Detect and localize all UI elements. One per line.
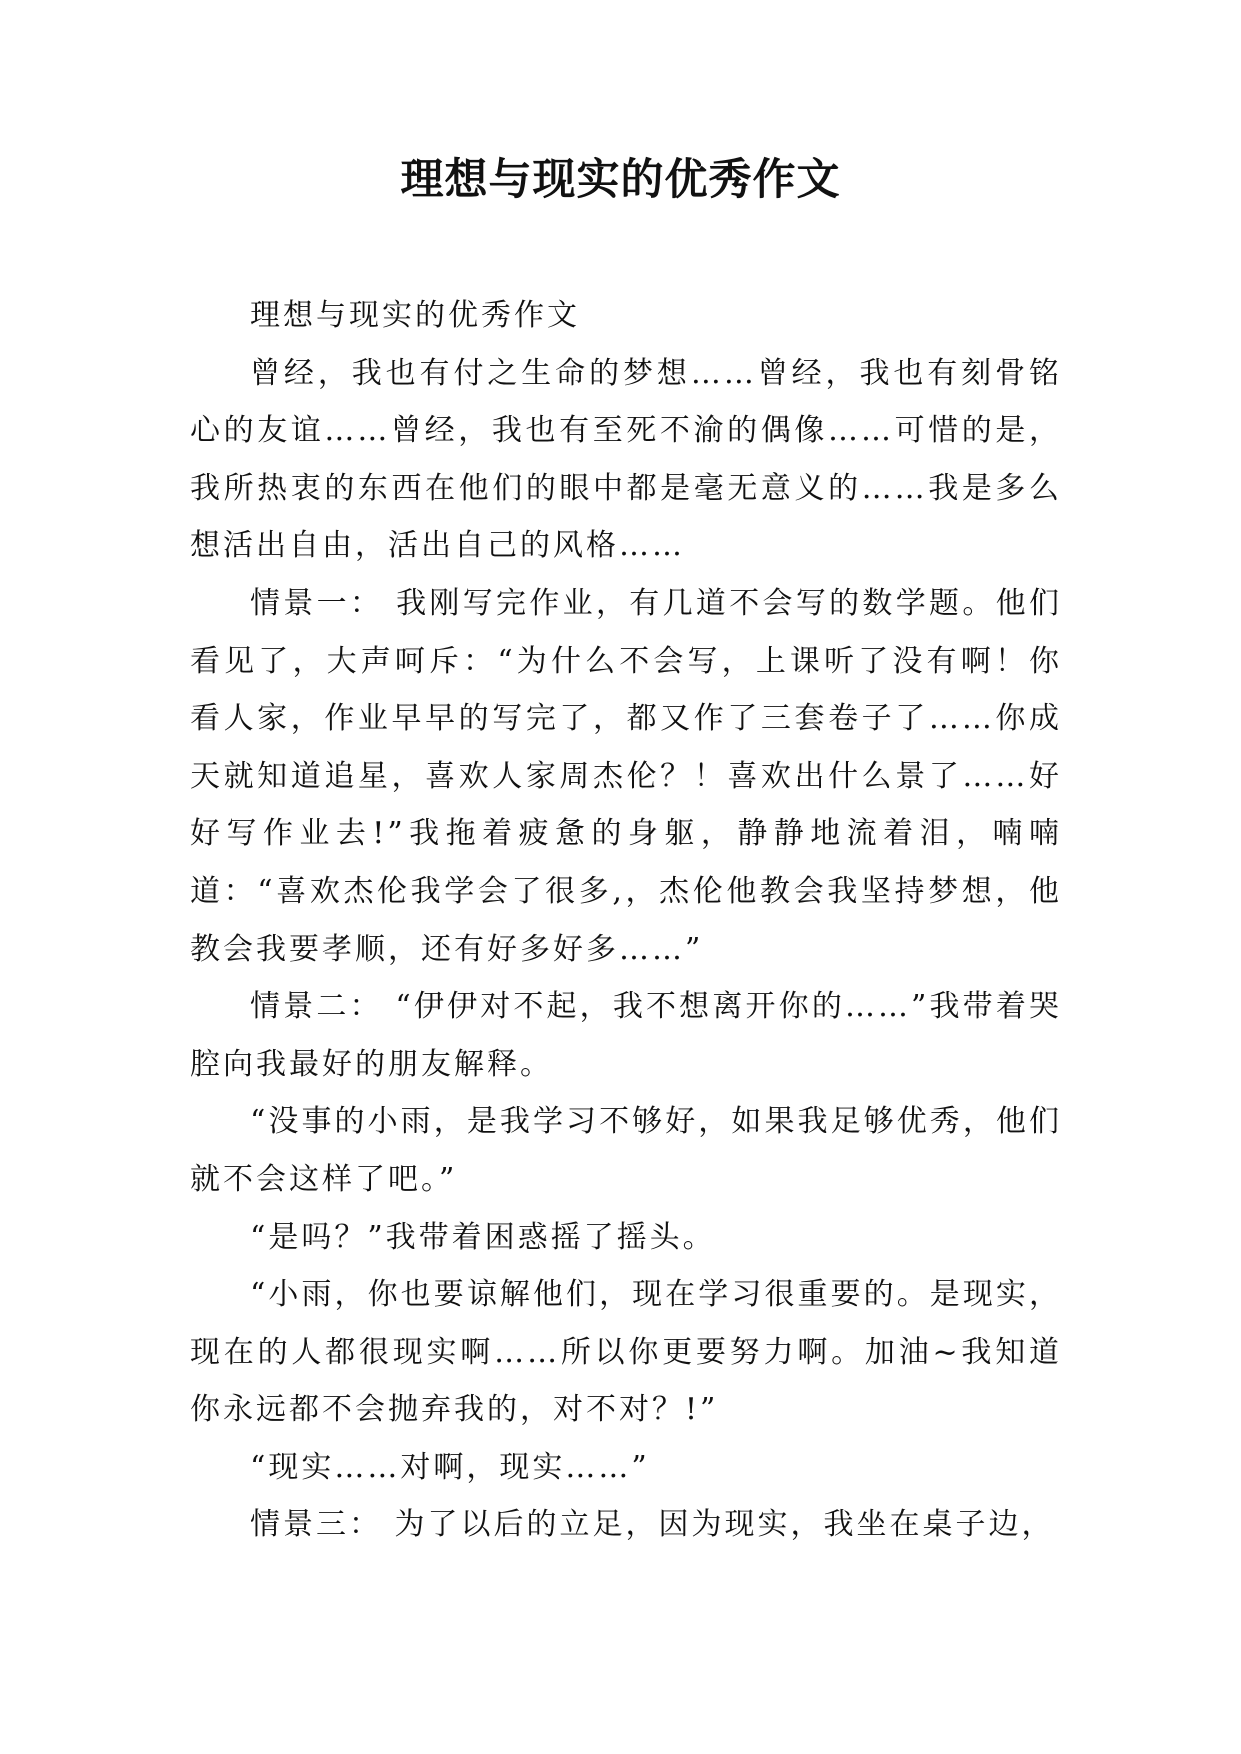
paragraph-dialogue: “是吗？”我带着困惑摇了摇头。 <box>250 1219 716 1255</box>
paragraph-intro: 曾经，我也有付之生命的梦想……曾经，我也有刻骨铭心的友谊……曾经，我也有至死不渝的偶像……可惜的是，我所热衷的东西在他们的眼中都是毫无意义的……我是多么想活出自由，活出自己的风格…… <box>190 355 1062 564</box>
paragraph-subtitle: 理想与现实的优秀作文 <box>250 298 580 333</box>
paragraph-dialogue: “现实……对啊，现实……” <box>250 1449 650 1485</box>
paragraph-scene-three: 情景三： 为了以后的立足，因为现实，我坐在桌子边， <box>250 1507 1055 1543</box>
paragraph-dialogue: “没事的小雨，是我学习不够好，如果我足够优秀，他们就不会这样了吧。” <box>190 1104 1062 1197</box>
paragraph-dialogue: “小雨，你也要谅解他们，现在学习很重要的。是现实，现在的人都很现实啊……所以你更要努力啊。加油~我知道你永远都不会抛弃我的，对不对？!” <box>190 1277 1062 1428</box>
paragraph-scene-one: 情景一： 我刚写完作业，有几道不会写的数学题。他们看见了，大声呵斥：“为什么不会写，上课听了没有啊！你看人家，作业早早的写完了，都又作了三套卷子了……你成天就知道追星，喜欢人家周杰伦？！喜欢出什么景了……好好写作业去!”我拖着疲惫的身躯，静静地流着泪，喃喃道：“喜欢杰伦我学会了很多,，杰伦他教会我坚持梦想，他教会我要孝顺，还有好多好多……” <box>190 585 1062 967</box>
document-title: 理想与现实的优秀作文 <box>400 155 841 205</box>
paragraph-scene-two: 情景二： “伊伊对不起，我不想离开你的……”我带着哭腔向我最好的朋友解释。 <box>190 989 1062 1082</box>
document-body <box>190 287 1062 1554</box>
